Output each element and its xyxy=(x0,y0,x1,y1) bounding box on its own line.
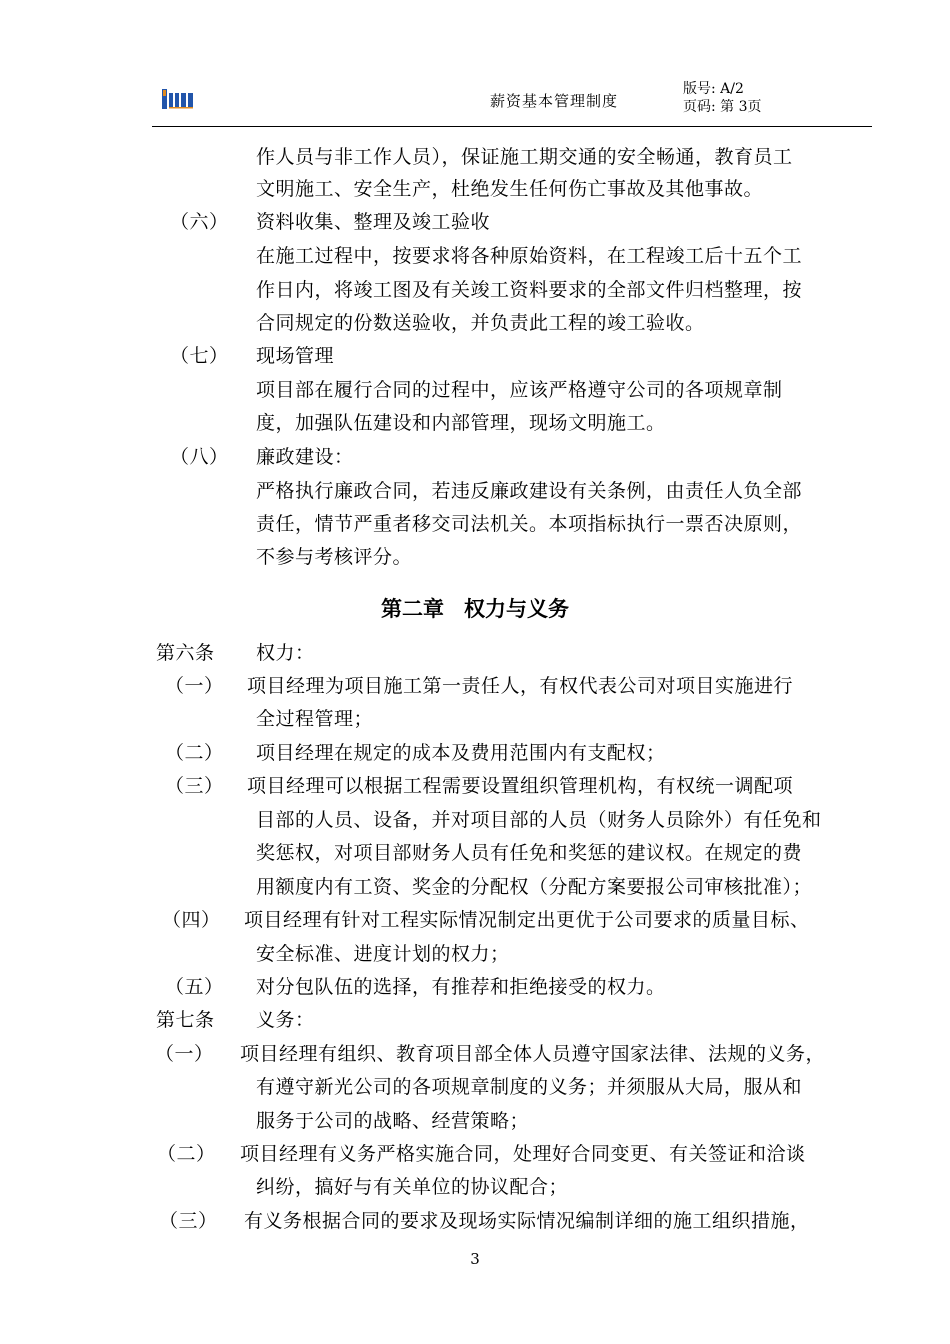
text-line: 在施工过程中，按要求将各种原始资料，在工程竣工后十五个工 xyxy=(256,245,803,267)
company-logo xyxy=(162,87,194,111)
text-line: 目部的人员、设备，并对项目部的人员（财务人员除外）有任免和 xyxy=(256,809,822,831)
text-line: 有义务根据合同的要求及现场实际情况编制详细的施工组织措施， xyxy=(244,1210,810,1232)
text-line: 严格执行廉政合同，若违反廉政建设有关条例，由责任人负全部 xyxy=(256,480,803,502)
text-line: 义务： xyxy=(256,1009,315,1031)
text-line: 安全标准、进度计划的权力； xyxy=(256,943,510,965)
text-line: 项目经理有针对工程实际情况制定出更优于公司要求的质量目标、 xyxy=(244,909,810,931)
header-meta xyxy=(683,80,762,116)
item-number: （三） xyxy=(159,1210,218,1232)
item-number: （八） xyxy=(170,446,229,468)
item-number: （一） xyxy=(165,675,224,697)
item-number: （五） xyxy=(165,976,224,998)
text-line: 项目部在履行合同的过程中，应该严格遵守公司的各项规章制 xyxy=(256,379,783,401)
text-line: 资料收集、整理及竣工验收 xyxy=(256,211,491,233)
text-line: 项目经理可以根据工程需要设置组织管理机构，有权统一调配项 xyxy=(247,775,794,797)
text-line: 不参与考核评分。 xyxy=(256,546,413,568)
header-title: 薪资基本管理制度 xyxy=(490,92,619,110)
text-line: 项目经理有义务严格实施合同，处理好合同变更、有关签证和洽谈 xyxy=(240,1143,806,1165)
text-line: 责任，情节严重者移交司法机关。本项指标执行一票否决原则， xyxy=(256,513,803,535)
item-number: （六） xyxy=(170,211,229,233)
text-line: 服务于公司的战略、经营策略； xyxy=(256,1110,530,1132)
item-number: （二） xyxy=(165,742,224,764)
chapter-title: 权力与义务 xyxy=(464,597,569,621)
text-line: 对分包队伍的选择，有推荐和拒绝接受的权力。 xyxy=(256,976,666,998)
page-code: 页码: 第 3页 xyxy=(683,99,762,115)
item-number: （一） xyxy=(155,1043,214,1065)
text-line: 奖惩权，对项目部财务人员有任免和奖惩的建议权。在规定的费 xyxy=(256,842,803,864)
text-line: 文明施工、安全生产，杜绝发生任何伤亡事故及其他事故。 xyxy=(256,178,764,200)
text-line: 有遵守新光公司的各项规章制度的义务；并须服从大局，服从和 xyxy=(256,1076,803,1098)
item-number: （七） xyxy=(170,345,229,367)
header-divider xyxy=(152,126,872,127)
text-line: 项目经理有组织、教育项目部全体人员遵守国家法律、法规的义务， xyxy=(240,1043,826,1065)
text-line: 项目经理在规定的成本及费用范围内有支配权； xyxy=(256,742,666,764)
text-line: 权力： xyxy=(256,642,315,664)
text-line: 合同规定的份数送验收，并负责此工程的竣工验收。 xyxy=(256,312,705,334)
text-line: 项目经理为项目施工第一责任人，有权代表公司对项目实施进行 xyxy=(247,675,794,697)
chapter-number: 第二章 xyxy=(381,597,444,621)
page-number: 3 xyxy=(470,1250,480,1268)
text-line: 作日内，将竣工图及有关竣工资料要求的全部文件归档整理，按 xyxy=(256,279,803,301)
item-number: （三） xyxy=(165,775,224,797)
text-line: 纠纷，搞好与有关单位的协议配合； xyxy=(256,1176,569,1198)
item-number: （四） xyxy=(162,909,221,931)
item-number: 第七条 xyxy=(156,1009,215,1031)
text-line: 度，加强队伍建设和内部管理，现场文明施工。 xyxy=(256,412,666,434)
text-line: 用额度内有工资、奖金的分配权（分配方案要报公司审核批准）； xyxy=(256,876,813,898)
version-number: 版号: A/2 xyxy=(683,81,744,97)
item-number: 第六条 xyxy=(156,642,215,664)
item-number: （二） xyxy=(157,1143,216,1165)
text-line: 现场管理 xyxy=(256,345,335,367)
text-line: 作人员与非工作人员），保证施工期交通的安全畅通，教育员工 xyxy=(256,146,793,168)
text-line: 廉政建设： xyxy=(256,446,354,468)
chapter-heading xyxy=(0,593,950,623)
text-line: 全过程管理； xyxy=(256,708,374,730)
